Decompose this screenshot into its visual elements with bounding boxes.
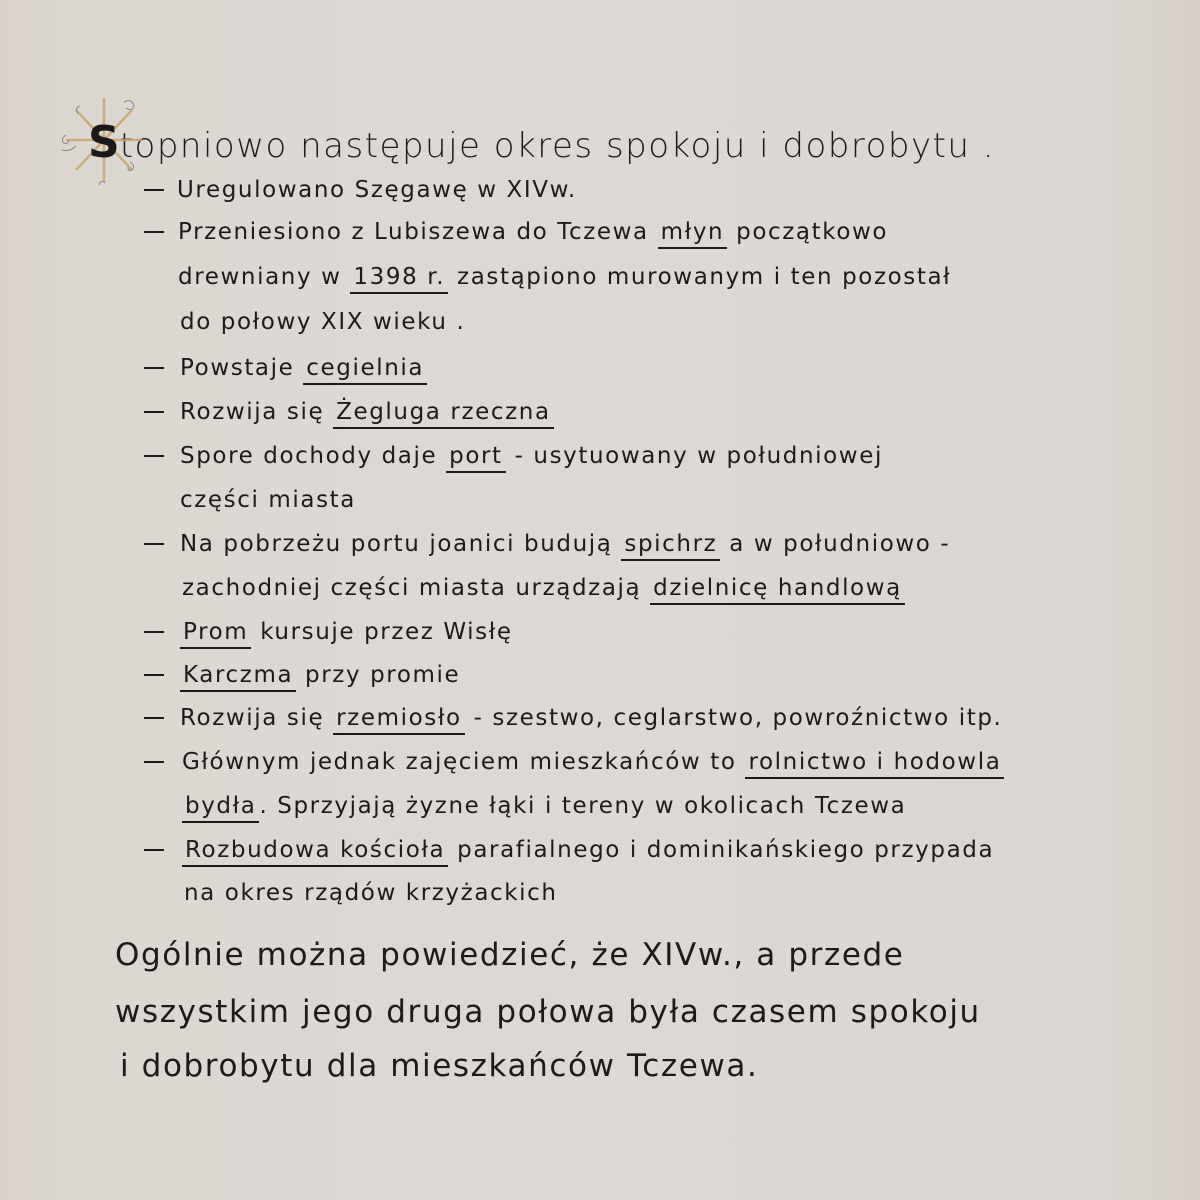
underlined-term: Karczma	[180, 662, 296, 692]
list-item-line	[182, 573, 905, 603]
decorated-initial	[88, 118, 120, 171]
item-text: początkowo	[727, 219, 889, 245]
item-text: Powstaje	[180, 355, 304, 381]
underlined-term: Prom	[180, 619, 251, 649]
underlined-term: spichrz	[621, 531, 720, 561]
bullet-dash	[144, 717, 164, 719]
bullet-dash	[144, 231, 164, 233]
list-item-line	[180, 485, 356, 515]
underlined-term: Rozbudowa kościoła	[182, 837, 448, 867]
list-item-line	[180, 353, 427, 383]
underlined-term: 1398 r.	[350, 264, 448, 294]
bullet-dash	[144, 411, 164, 413]
bullet-dash	[144, 631, 164, 633]
bullet-dash	[144, 455, 164, 457]
item-text: Uregulowano Szęgawę w XIVw.	[177, 177, 577, 203]
list-item-line	[180, 703, 1002, 733]
list-item-line	[178, 262, 951, 292]
underlined-term: Żegluga rzeczna	[333, 399, 554, 429]
heading-text: topniowo następuje okres spokoju i dobrobytu .	[119, 126, 996, 166]
item-text: Spore dochody daje	[180, 443, 447, 469]
underlined-term: rzemiosło	[333, 705, 465, 735]
list-item-line	[180, 617, 513, 647]
item-text: - usytuowany w południowej	[505, 443, 883, 469]
underlined-term: rolnictwo i hodowla	[745, 749, 1004, 779]
item-text: parafialnego i dominikańskiego przypada	[448, 837, 995, 863]
item-text: Przeniesiono z Lubiszewa do Tczewa	[178, 219, 658, 245]
underlined-term: dzielnicę handlową	[650, 575, 905, 605]
item-text: - szestwo, ceglarstwo, powroźnictwo itp.	[464, 705, 1003, 731]
item-text: do połowy XIX wieku .	[180, 309, 466, 335]
underlined-term: port	[446, 443, 506, 473]
item-text: a w południowo -	[720, 531, 951, 557]
list-item-line	[182, 791, 906, 821]
underlined-term: cegielnia	[303, 355, 427, 385]
item-text: Rozwija się	[180, 399, 334, 425]
list-item-line	[184, 878, 558, 908]
item-text: części miasta	[180, 487, 356, 513]
item-text: przy promie	[296, 662, 461, 688]
conclusion-line: Ogólnie można powiedzieć, że XIVw., a przede	[115, 937, 905, 973]
list-item-line	[182, 835, 994, 865]
item-text: Rozwija się	[180, 705, 334, 731]
list-item-line	[177, 175, 577, 205]
list-item-line	[180, 441, 883, 471]
bullet-dash	[144, 367, 164, 369]
underlined-term: bydła	[182, 793, 259, 823]
item-text: . Sprzyjają żyzne łąki i tereny w okolicach Tczewa	[259, 793, 907, 819]
bullet-dash	[144, 543, 164, 545]
bullet-dash	[144, 849, 164, 851]
list-item-line	[178, 217, 888, 247]
initial-letter: S	[88, 117, 120, 168]
underlined-term: młyn	[658, 219, 728, 249]
list-item-line	[180, 660, 460, 690]
list-item-line	[180, 397, 554, 427]
item-text: kursuje przez Wisłę	[251, 619, 513, 645]
list-item-line	[180, 529, 950, 559]
item-text: drewniany w	[178, 264, 351, 290]
item-text: na okres rządów krzyżackich	[184, 880, 558, 906]
conclusion-line: wszystkim jego druga połowa była czasem spokoju	[115, 994, 981, 1030]
bullet-dash	[144, 189, 164, 191]
list-item-line	[182, 747, 1004, 777]
item-text: zachodniej części miasta urządzają	[182, 575, 651, 601]
item-text: Głównym jednak zajęciem mieszkańców to	[182, 749, 746, 775]
bullet-dash	[144, 761, 164, 763]
item-text: zastąpiono murowanym i ten pozostał	[448, 264, 952, 290]
bullet-dash	[144, 674, 164, 676]
page-heading	[88, 118, 995, 171]
item-text: Na pobrzeżu portu joanici budują	[180, 531, 622, 557]
list-item-line	[180, 307, 465, 337]
conclusion-line: i dobrobytu dla mieszkańców Tczewa.	[120, 1048, 759, 1084]
